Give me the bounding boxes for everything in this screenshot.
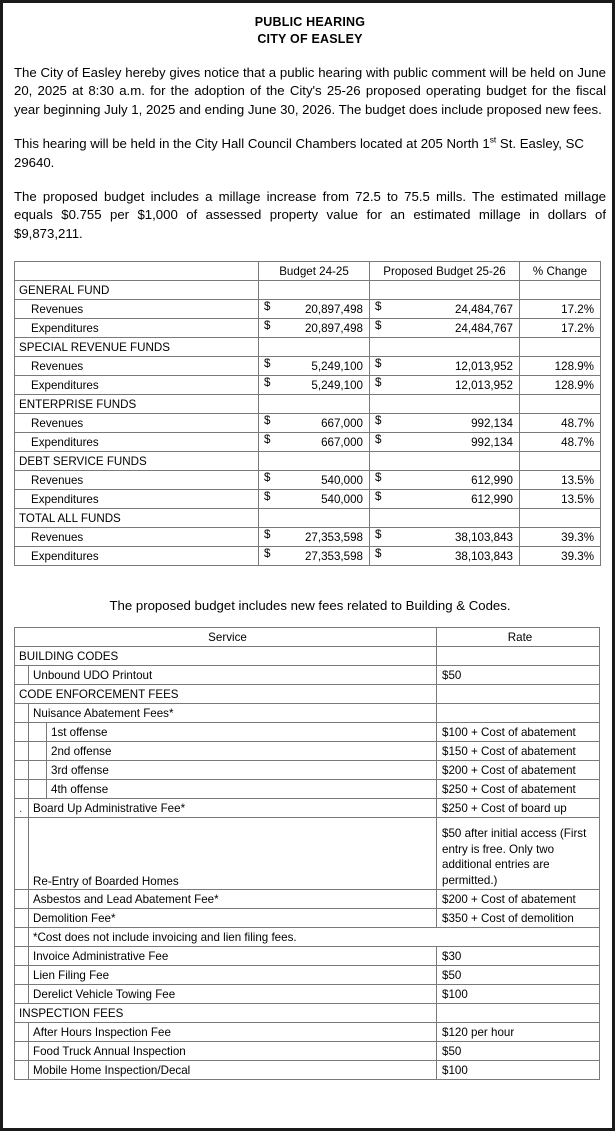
fee-rate-value: $50 after initial access (First entry is free. Only two additional entries are permitted.): [437, 818, 600, 890]
budget-24-25-amount: [259, 395, 370, 414]
fee-service-label: Food Truck Annual Inspection: [29, 1042, 437, 1061]
new-fees-table: [14, 627, 600, 1080]
proposed-25-26-amount: [370, 452, 520, 471]
proposed-25-26-amount: [370, 281, 520, 300]
currency-symbol: $: [264, 490, 271, 504]
pct-change-value: 128.9%: [520, 376, 601, 395]
budget-24-25-amount: [259, 414, 370, 433]
table-row: [15, 1004, 600, 1023]
fee-rate-value: $50: [437, 666, 600, 685]
pct-change-value: [520, 395, 601, 414]
proposed-25-26-amount: [370, 319, 520, 338]
budget-24-25-amount: [259, 547, 370, 566]
fee-service-label: 1st offense: [47, 723, 437, 742]
table-row: [15, 647, 600, 666]
currency-symbol: $: [264, 376, 271, 390]
budget-row-label: Revenues: [15, 414, 259, 433]
currency-symbol: $: [264, 547, 271, 561]
amount-value: 27,353,598: [304, 530, 363, 544]
budget-24-25-amount: [259, 300, 370, 319]
budget-group-label: TOTAL ALL FUNDS: [15, 509, 259, 528]
indent-cell: [29, 761, 47, 780]
currency-symbol: $: [264, 319, 271, 333]
fee-rate-value: $100: [437, 1061, 600, 1080]
fee-rate-value: $30: [437, 947, 600, 966]
proposed-25-26-amount: [370, 300, 520, 319]
proposed-25-26-amount: [370, 376, 520, 395]
pct-change-value: 39.3%: [520, 528, 601, 547]
table-row: [15, 761, 600, 780]
pct-change-value: [520, 452, 601, 471]
fee-service-label: Asbestos and Lead Abatement Fee*: [29, 890, 437, 909]
fee-service-label: Invoice Administrative Fee: [29, 947, 437, 966]
currency-symbol: $: [375, 300, 382, 314]
indent-cell: [15, 909, 29, 928]
budget-row-label: Expenditures: [15, 376, 259, 395]
fee-rate-value: $250 + Cost of abatement: [437, 780, 600, 799]
indent-cell: [15, 742, 29, 761]
table-row: [15, 966, 600, 985]
budget-header-blank: [15, 262, 259, 281]
table-row: [15, 471, 601, 490]
title-line-public-hearing: PUBLIC HEARING: [254, 15, 366, 29]
fee-rate-value: $200 + Cost of abatement: [437, 761, 600, 780]
indent-cell: [15, 1042, 29, 1061]
currency-symbol: $: [375, 547, 382, 561]
fee-service-label: Nuisance Abatement Fees*: [29, 704, 437, 723]
currency-symbol: $: [264, 471, 271, 485]
amount-value: 612,990: [471, 473, 513, 487]
budget-24-25-amount: [259, 338, 370, 357]
fee-service-label: 4th offense: [47, 780, 437, 799]
fees-table-header: [15, 628, 600, 647]
amount-value: 38,103,843: [454, 549, 513, 563]
pct-change-value: 39.3%: [520, 547, 601, 566]
amount-value: 24,484,767: [454, 302, 513, 316]
proposed-25-26-amount: [370, 357, 520, 376]
amount-value: 20,897,498: [304, 321, 363, 335]
row-marker: .: [19, 801, 23, 815]
indent-cell: [15, 966, 29, 985]
currency-symbol: $: [264, 300, 271, 314]
fee-rate-value: $120 per hour: [437, 1023, 600, 1042]
indent-cell: [15, 761, 29, 780]
currency-symbol: $: [264, 414, 271, 428]
indent-cell: [15, 666, 29, 685]
pct-change-value: [520, 509, 601, 528]
table-row: [15, 1061, 600, 1080]
amount-value: 667,000: [321, 416, 363, 430]
budget-24-25-amount: [259, 471, 370, 490]
amount-value: 27,353,598: [304, 549, 363, 563]
pct-change-value: [520, 338, 601, 357]
table-row: [15, 799, 600, 818]
indent-cell: [15, 723, 29, 742]
fee-service-label: Lien Filing Fee: [29, 966, 437, 985]
pct-change-value: 17.2%: [520, 319, 601, 338]
pct-change-value: [520, 281, 601, 300]
table-row: [15, 509, 601, 528]
amount-value: 5,249,100: [311, 359, 363, 373]
table-row: [15, 433, 601, 452]
amount-value: 612,990: [471, 492, 513, 506]
fee-rate-value: $200 + Cost of abatement: [437, 890, 600, 909]
table-row: [15, 890, 600, 909]
budget-24-25-amount: [259, 452, 370, 471]
fee-service-label: *Cost does not include invoicing and lien filing fees.: [29, 928, 600, 947]
indent-cell: [15, 1061, 29, 1080]
indent-cell: [15, 799, 29, 818]
amount-value: 12,013,952: [454, 378, 513, 392]
budget-table-header: [15, 262, 601, 281]
proposed-25-26-amount: [370, 395, 520, 414]
table-row: [15, 928, 600, 947]
amount-value: 20,897,498: [304, 302, 363, 316]
fee-rate-value: [437, 1004, 600, 1023]
notice-paragraph-hearing-details: The City of Easley hereby gives notice that a public hearing with public comment will be held on June 20, 2025 at 8:30 a.m. for the adoption of the City's 25-26 proposed operating budget for the fiscal year beginning July 1, 2025 and ending June 30, 2026. The budget does include proposed new fees.: [14, 65, 606, 117]
fee-group-label: CODE ENFORCEMENT FEES: [15, 685, 437, 704]
budget-24-25-amount: [259, 528, 370, 547]
indent-cell: [15, 890, 29, 909]
amount-value: 667,000: [321, 435, 363, 449]
fee-service-label: 3rd offense: [47, 761, 437, 780]
table-row: [15, 742, 600, 761]
fee-service-label: 2nd offense: [47, 742, 437, 761]
currency-symbol: $: [375, 528, 382, 542]
budget-header-proposed-25-26: Proposed Budget 25-26: [370, 262, 520, 281]
notice-paragraph-location: [14, 135, 606, 172]
indent-cell: [15, 928, 29, 947]
indent-cell: [29, 742, 47, 761]
table-row: [15, 909, 600, 928]
table-row: [15, 780, 600, 799]
budget-table-body: [15, 281, 601, 566]
fee-rate-value: [437, 704, 600, 723]
budget-group-label: SPECIAL REVENUE FUNDS: [15, 338, 259, 357]
currency-symbol: $: [264, 357, 271, 371]
amount-value: 12,013,952: [454, 359, 513, 373]
table-row: [15, 547, 601, 566]
indent-cell: [29, 780, 47, 799]
currency-symbol: $: [375, 319, 382, 333]
budget-group-label: GENERAL FUND: [15, 281, 259, 300]
indent-cell: [15, 1023, 29, 1042]
budget-group-label: ENTERPRISE FUNDS: [15, 395, 259, 414]
table-row: [15, 704, 600, 723]
budget-24-25-amount: [259, 376, 370, 395]
currency-symbol: $: [375, 414, 382, 428]
budget-24-25-amount: [259, 281, 370, 300]
budget-24-25-amount: [259, 357, 370, 376]
amount-value: 540,000: [321, 492, 363, 506]
pct-change-value: 13.5%: [520, 490, 601, 509]
table-row: [15, 281, 601, 300]
budget-group-label: DEBT SERVICE FUNDS: [15, 452, 259, 471]
amount-value: 24,484,767: [454, 321, 513, 335]
proposed-25-26-amount: [370, 490, 520, 509]
budget-row-label: Expenditures: [15, 490, 259, 509]
currency-symbol: $: [375, 490, 382, 504]
budget-header-row: [15, 262, 601, 281]
indent-cell: [15, 947, 29, 966]
proposed-25-26-amount: [370, 471, 520, 490]
table-row: [15, 947, 600, 966]
fees-header-row: [15, 628, 600, 647]
indent-cell: [15, 704, 29, 723]
budget-header-pct-change: % Change: [520, 262, 601, 281]
amount-value: 540,000: [321, 473, 363, 487]
table-row: [15, 723, 600, 742]
fee-rate-value: [437, 647, 600, 666]
amount-value: 38,103,843: [454, 530, 513, 544]
budget-24-25-amount: [259, 490, 370, 509]
fee-rate-value: $350 + Cost of demolition: [437, 909, 600, 928]
budget-row-label: Revenues: [15, 300, 259, 319]
ordinal-suffix-st: st: [489, 134, 497, 145]
pct-change-value: 128.9%: [520, 357, 601, 376]
proposed-25-26-amount: [370, 547, 520, 566]
fees-header-service: Service: [15, 628, 437, 647]
fees-table-body: [15, 647, 600, 1080]
budget-24-25-amount: [259, 319, 370, 338]
table-row: [15, 357, 601, 376]
table-row: [15, 300, 601, 319]
table-row: [15, 1023, 600, 1042]
budget-row-label: Expenditures: [15, 433, 259, 452]
table-row: [15, 414, 601, 433]
pct-change-value: 13.5%: [520, 471, 601, 490]
budget-row-label: Revenues: [15, 528, 259, 547]
proposed-25-26-amount: [370, 509, 520, 528]
table-row: [15, 452, 601, 471]
table-row: [15, 490, 601, 509]
fee-rate-value: $100 + Cost of abatement: [437, 723, 600, 742]
table-row: [15, 319, 601, 338]
fee-group-label: INSPECTION FEES: [15, 1004, 437, 1023]
currency-symbol: $: [375, 433, 382, 447]
fee-rate-value: $250 + Cost of board up: [437, 799, 600, 818]
currency-symbol: $: [375, 357, 382, 371]
fee-rate-value: $50: [437, 966, 600, 985]
notice-paragraph-millage: The proposed budget includes a millage increase from 72.5 to 75.5 mills. The estimated millage equals $0.755 per $1,000 of assessed property value for an estimated millage in dollars of $9,873,211.: [14, 189, 606, 241]
fee-rate-value: [437, 685, 600, 704]
pct-change-value: 17.2%: [520, 300, 601, 319]
budget-row-label: Expenditures: [15, 547, 259, 566]
fee-service-label: Mobile Home Inspection/Decal: [29, 1061, 437, 1080]
fees-header-rate: Rate: [437, 628, 600, 647]
budget-summary-table: [14, 261, 601, 566]
budget-header-budget-24-25: Budget 24-25: [259, 262, 370, 281]
currency-symbol: $: [375, 376, 382, 390]
amount-value: 5,249,100: [311, 378, 363, 392]
location-text-part2: St. Easley, SC 29640.: [14, 136, 584, 170]
document-title: [14, 14, 606, 48]
fee-service-label: Board Up Administrative Fee*: [29, 799, 437, 818]
table-row: [15, 528, 601, 547]
indent-cell: [15, 985, 29, 1004]
table-row: [15, 685, 600, 704]
currency-symbol: $: [264, 433, 271, 447]
fee-rate-value: $150 + Cost of abatement: [437, 742, 600, 761]
proposed-25-26-amount: [370, 528, 520, 547]
fee-rate-value: $50: [437, 1042, 600, 1061]
pct-change-value: 48.7%: [520, 433, 601, 452]
proposed-25-26-amount: [370, 433, 520, 452]
fees-intro-text: The proposed budget includes new fees related to Building & Codes.: [109, 598, 511, 614]
table-row: [15, 376, 601, 395]
location-text-part1: This hearing will be held in the City Hall Council Chambers located at 205 North 1: [14, 136, 490, 152]
budget-row-label: Expenditures: [15, 319, 259, 338]
currency-symbol: $: [375, 471, 382, 485]
indent-cell: [29, 723, 47, 742]
indent-cell: [15, 780, 29, 799]
table-row: [15, 818, 600, 890]
table-row: [15, 395, 601, 414]
proposed-25-26-amount: [370, 414, 520, 433]
budget-24-25-amount: [259, 509, 370, 528]
amount-value: 992,134: [471, 435, 513, 449]
title-line-city-of-easley: CITY OF EASLEY: [257, 32, 363, 46]
fee-service-label: Demolition Fee*: [29, 909, 437, 928]
budget-row-label: Revenues: [15, 357, 259, 376]
fee-service-label: After Hours Inspection Fee: [29, 1023, 437, 1042]
table-row: [15, 985, 600, 1004]
table-row: [15, 338, 601, 357]
page-content: [14, 8, 606, 1080]
pct-change-value: 48.7%: [520, 414, 601, 433]
currency-symbol: $: [264, 528, 271, 542]
table-row: [15, 666, 600, 685]
fee-service-label: Re-Entry of Boarded Homes: [29, 818, 437, 890]
indent-cell: [15, 818, 29, 890]
budget-24-25-amount: [259, 433, 370, 452]
table-row: [15, 1042, 600, 1061]
budget-row-label: Revenues: [15, 471, 259, 490]
fee-service-label: Unbound UDO Printout: [29, 666, 437, 685]
fee-group-label: BUILDING CODES: [15, 647, 437, 666]
fee-rate-value: $100: [437, 985, 600, 1004]
amount-value: 992,134: [471, 416, 513, 430]
fee-service-label: Derelict Vehicle Towing Fee: [29, 985, 437, 1004]
proposed-25-26-amount: [370, 338, 520, 357]
